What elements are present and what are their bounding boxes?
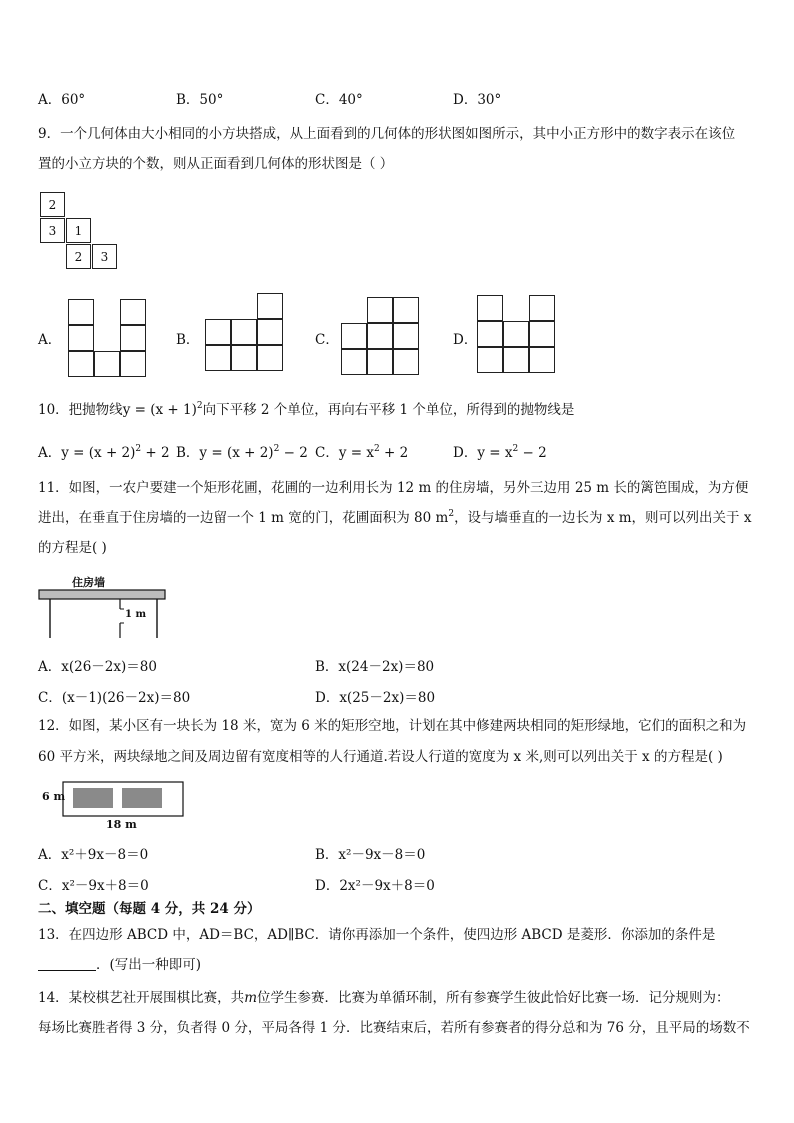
q8-option-a: A．60° xyxy=(38,92,86,108)
q12-height-label: 6 m xyxy=(42,790,66,803)
q11-stem-line2: 进出，在垂直于住房墙的一边留一个 1 m 宽的门，花圃面积为 80 $m^2$，设与墙垂直的一边长为 x m，则可以列出关于 x xyxy=(38,509,752,526)
q8-option-c: C．40° xyxy=(315,92,363,108)
grid-cell xyxy=(529,321,555,347)
q9-option-a-label: A． xyxy=(38,332,62,348)
q11-stem-line3: 的方程是( ) xyxy=(38,540,107,556)
answer-blank[interactable] xyxy=(38,958,96,971)
grid-cell xyxy=(205,319,231,345)
q9-top-view-grid xyxy=(40,192,122,270)
q9-option-c-figure xyxy=(341,297,423,379)
grid-cell xyxy=(68,299,94,325)
q9-option-d-figure xyxy=(477,295,559,377)
q10-stem: 10．把抛物线$y = (x + 1)^2$向下平移 2 个单位，再向右平移 1 个单位，所得到的抛物线是 xyxy=(38,401,575,418)
top-view-cell: 2 xyxy=(40,192,65,217)
q9-option-a-figure xyxy=(68,299,150,381)
grid-cell xyxy=(68,351,94,377)
q9-option-d-label: D． xyxy=(453,332,478,348)
grid-cell xyxy=(503,321,529,347)
top-view-cell: 3 xyxy=(40,218,65,243)
grid-cell xyxy=(257,345,283,371)
grid-cell xyxy=(477,321,503,347)
q12-option-c: C．x²－9x＋8＝0 xyxy=(38,878,149,894)
q11-option-a: A．x(26－2x)＝80 xyxy=(38,659,157,675)
q8-option-b: B．50° xyxy=(176,92,224,108)
grid-cell xyxy=(231,345,257,371)
q9-option-b-figure xyxy=(205,293,287,375)
q13-stem-line1: 13．在四边形 ABCD 中，AD＝BC，AD∥BC．请你再添加一个条件，使四边形 ABCD 是菱形．你添加的条件是 xyxy=(38,927,716,943)
q12-figure xyxy=(36,780,186,834)
grid-cell xyxy=(393,349,419,375)
q12-option-b: B．x²－9x－8＝0 xyxy=(315,847,426,863)
q12-option-d: D．2x²－9x＋8＝0 xyxy=(315,878,435,894)
q9-option-c-label: C． xyxy=(315,332,339,348)
q9-stem-line1: 9．一个几何体由大小相同的小方块搭成，从上面看到的几何体的形状图如图所示，其中小正方形中的数字表示在该位 xyxy=(38,126,736,142)
q9-option-b-label: B． xyxy=(176,332,200,348)
q12-option-a: A．x²＋9x－8＝0 xyxy=(38,847,149,863)
grid-cell xyxy=(341,349,367,375)
q9-stem-line2: 置的小立方块的个数，则从正面看到几何体的形状图是（ ） xyxy=(38,156,394,172)
q10-option-c: C．$y = x^2 + 2$ xyxy=(315,444,409,461)
grid-cell xyxy=(120,351,146,377)
top-view-cell: 1 xyxy=(66,218,91,243)
q11-figure xyxy=(36,574,166,644)
q8-option-d: D．30° xyxy=(453,92,502,108)
section-heading: 二、填空题（每题 4 分，共 24 分） xyxy=(38,901,261,917)
grid-cell xyxy=(477,347,503,373)
grid-cell xyxy=(257,293,283,319)
q11-option-b: B．x(24－2x)＝80 xyxy=(315,659,435,675)
grid-cell xyxy=(367,297,393,323)
grid-cell xyxy=(393,323,419,349)
q10-option-a: A．$y = (x + 2)^2 + 2$ xyxy=(38,444,170,461)
grid-cell xyxy=(205,345,231,371)
grid-cell xyxy=(477,295,503,321)
q11-option-d: D．x(25－2x)＝80 xyxy=(315,690,436,706)
q11-door-label: 1 m xyxy=(125,609,147,620)
q14-stem-line2: 每场比赛胜者得 3 分，负者得 0 分，平局各得 1 分．比赛结束后，若所有参赛者的得分总和为 76 分，且平局的场数不 xyxy=(38,1020,750,1036)
grid-cell xyxy=(68,325,94,351)
grid-cell xyxy=(120,299,146,325)
grid-cell xyxy=(529,347,555,373)
q11-wall-label: 住房墙 xyxy=(72,576,105,589)
q12-width-label: 18 m xyxy=(106,818,137,831)
q14-stem-line1: 14．某校棋艺社开展围棋比赛，共m位学生参赛．比赛为单循环制，所有参赛学生彼此恰好比赛一场．记分规则为： xyxy=(38,990,730,1006)
grid-cell xyxy=(257,319,283,345)
grid-cell xyxy=(120,325,146,351)
q11-option-c: C．(x－1)(26－2x)＝80 xyxy=(38,690,191,706)
q10-option-b: B．$y = (x + 2)^2 - 2$ xyxy=(176,444,308,461)
grid-cell xyxy=(341,323,367,349)
top-view-cell: 2 xyxy=(66,244,91,269)
q10-option-d: D．$y = x^2 - 2$ xyxy=(453,444,547,461)
top-view-cell: 3 xyxy=(92,244,117,269)
q12-stem-line1: 12．如图，某小区有一块长为 18 米，宽为 6 米的矩形空地，计划在其中修建两块相同的矩形绿地，它们的面积之和为 xyxy=(38,718,747,734)
grid-cell xyxy=(231,319,257,345)
grid-cell xyxy=(367,349,393,375)
grid-cell xyxy=(94,351,120,377)
grid-cell xyxy=(503,347,529,373)
q13-stem-line2: ．(写出一种即可) xyxy=(38,955,201,975)
q11-stem-line1: 11．如图，一农户要建一个矩形花圃，花圃的一边利用长为 12 m 的住房墙，另外三边用 25 m 长的篱笆围成，为方便 xyxy=(38,480,749,496)
grid-cell xyxy=(529,295,555,321)
grid-cell xyxy=(393,297,419,323)
q12-stem-line2: 60 平方米，两块绿地之间及周边留有宽度相等的人行通道.若设人行道的宽度为 x 米,则可以列出关于 x 的方程是( ) xyxy=(38,749,723,765)
grid-cell xyxy=(367,323,393,349)
